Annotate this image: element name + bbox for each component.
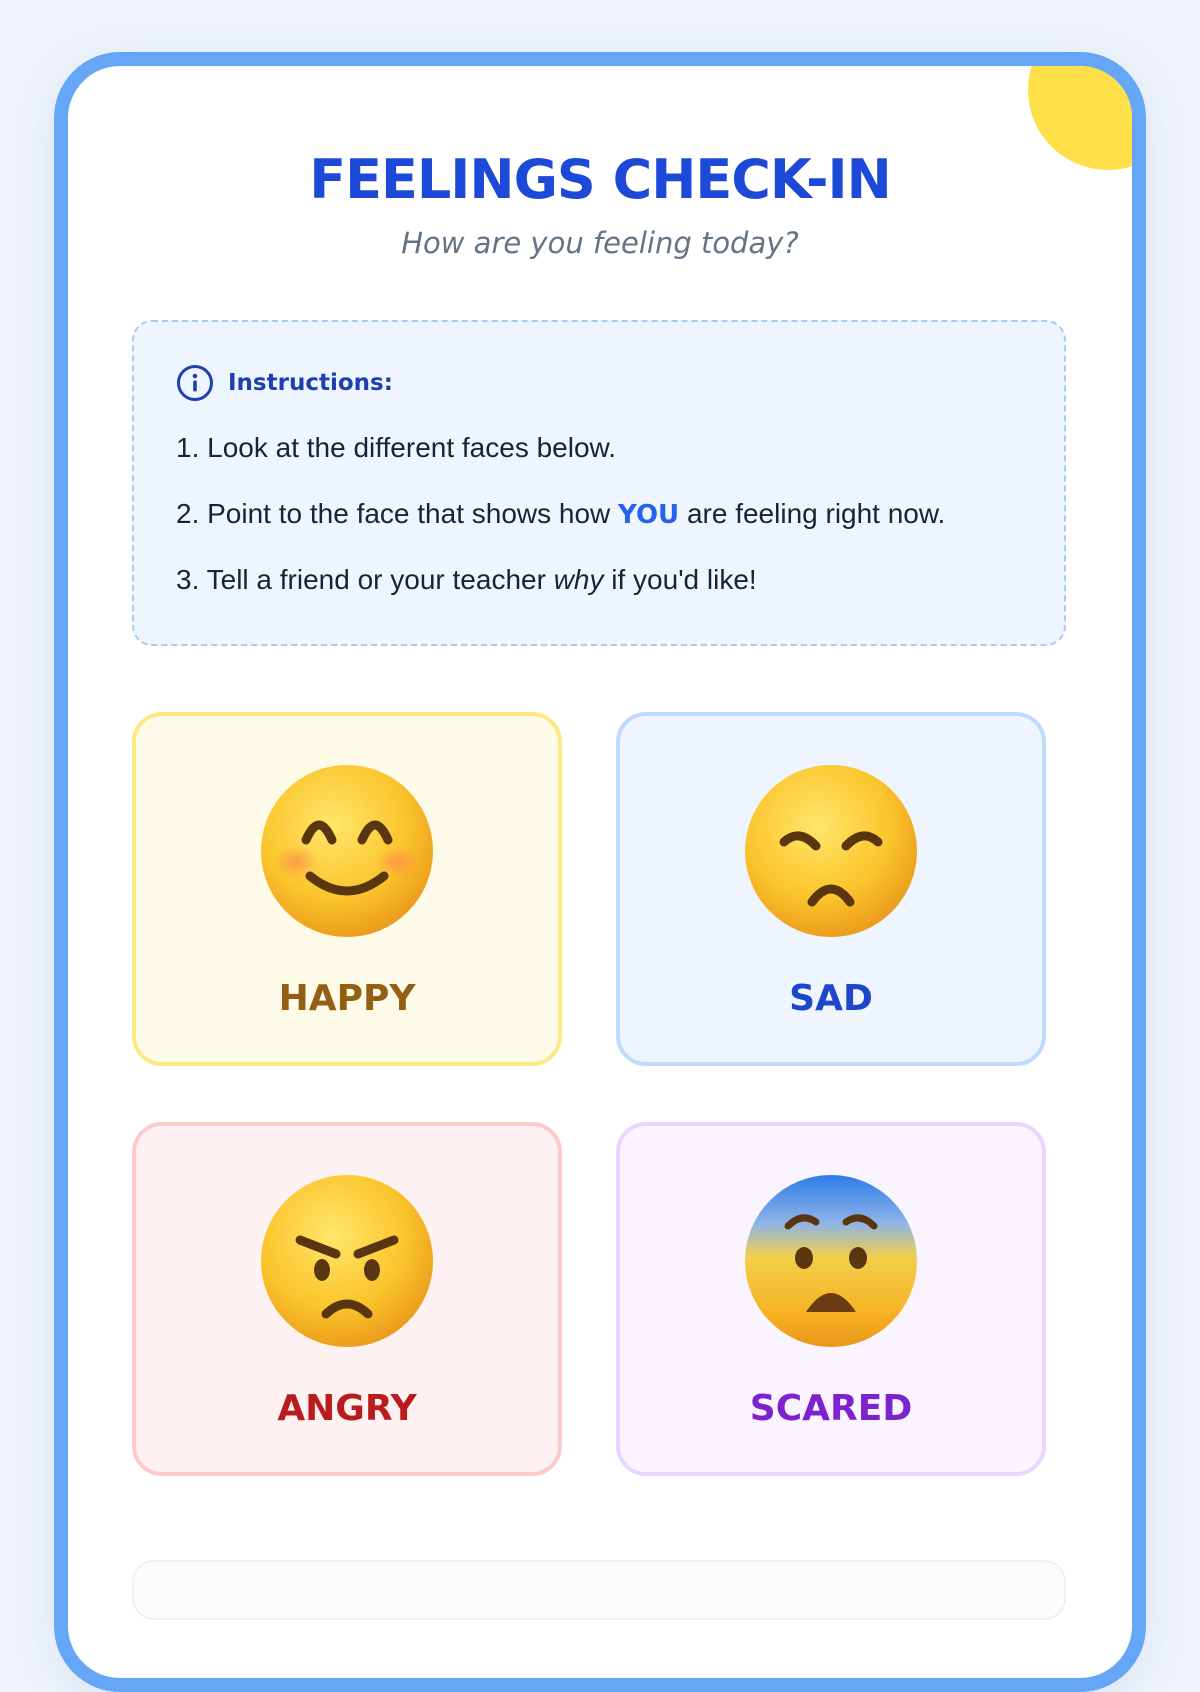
smiling-face-icon: [260, 764, 434, 938]
feeling-card-scared[interactable]: [616, 1122, 1046, 1476]
step-2-text-before: 2. Point to the face that shows how: [176, 498, 619, 529]
step-1-text: 1. Look at the different faces below.: [176, 432, 617, 463]
feeling-card-angry[interactable]: [132, 1122, 562, 1476]
step-2-text-after: are feeling right now.: [679, 498, 946, 529]
sad-face-icon: [744, 764, 918, 938]
feeling-label-angry: ANGRY: [277, 1388, 417, 1429]
angry-face-icon: [260, 1174, 434, 1348]
instructions-box: [132, 320, 1066, 646]
step-3-text-before: 3. Tell a friend or your teacher: [176, 564, 554, 595]
feeling-label-scared: SCARED: [749, 1388, 913, 1429]
step-3-text-after: if you'd like!: [603, 564, 757, 595]
feeling-label-happy: HAPPY: [278, 978, 416, 1019]
step-3-emphasis: why: [553, 564, 604, 595]
info-icon: [176, 364, 214, 402]
feeling-card-sad[interactable]: [616, 712, 1046, 1066]
step-2-emphasis: YOU: [618, 500, 680, 530]
bottom-panel: [132, 1560, 1066, 1620]
feeling-label-sad: SAD: [789, 978, 873, 1019]
instruction-step-1: [176, 432, 616, 464]
instruction-step-2: [176, 498, 945, 530]
instructions-header: [176, 364, 393, 402]
feeling-card-happy[interactable]: [132, 712, 562, 1066]
page-title: FEELINGS CHECK-IN: [309, 148, 891, 211]
instruction-step-3: [176, 564, 757, 596]
instructions-heading: Instructions:: [228, 370, 393, 396]
feelings-card: [54, 52, 1146, 1692]
scared-face-icon: [744, 1174, 918, 1348]
page-subtitle: How are you feeling today?: [401, 226, 799, 260]
